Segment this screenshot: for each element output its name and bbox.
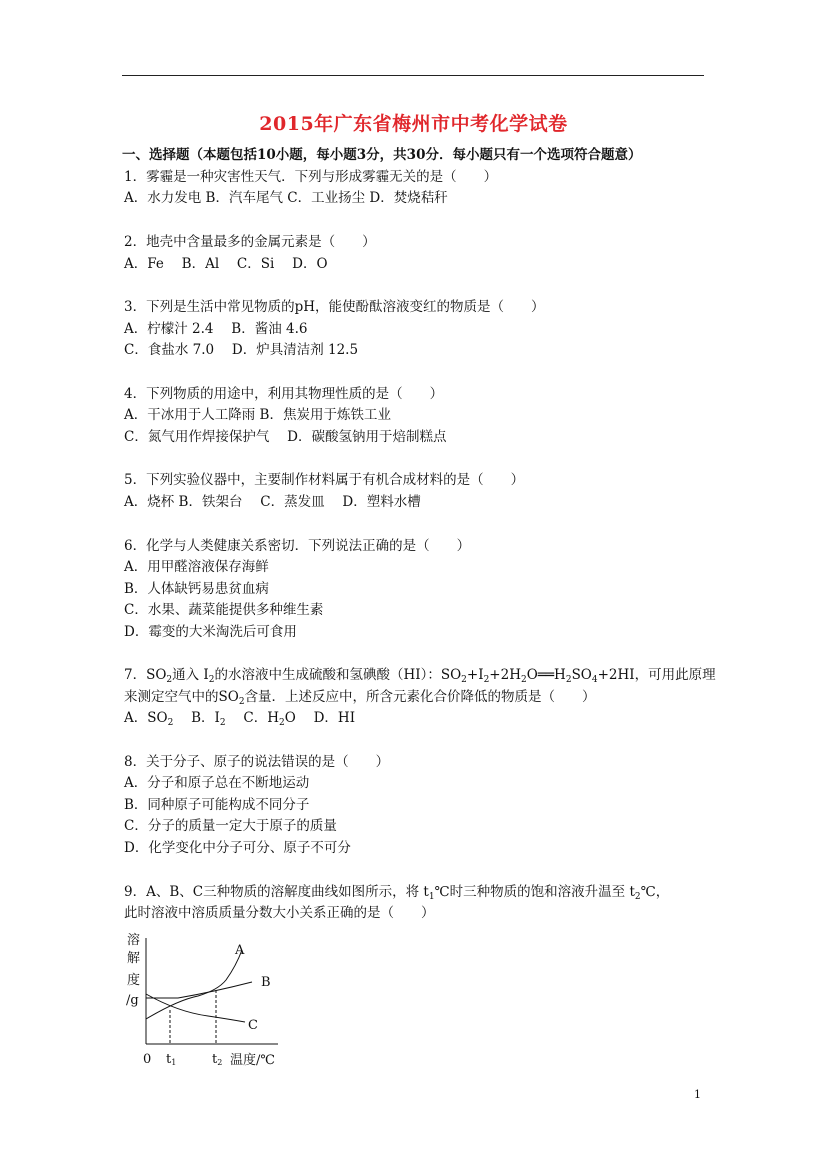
curve-label-b: B (261, 975, 271, 990)
y-axis-label-2: 解 (127, 951, 141, 966)
origin-label: 0 (143, 1052, 152, 1067)
question-3-options-cd: C．食盐水 7.0 D．炉具清洁剂 12.5 (124, 342, 359, 358)
question-6-option-a: A．用甲醛溶液保存海鲜 (124, 559, 269, 575)
question-4-options-cd: C．氮气用作焊接保护气 D．碳酸氢钠用于焙制糕点 (124, 429, 447, 445)
question-2-options: A．Fe B．Al C．Si D．O (124, 256, 328, 272)
curve-a (146, 950, 242, 1019)
question-3-options-ab: A．柠檬汁 2.4 B．酱油 4.6 (124, 321, 308, 337)
y-axis-label-3: 度 (127, 973, 141, 988)
x-axis-label: 温度/℃ (230, 1053, 275, 1068)
curve-label-a: A (235, 943, 245, 958)
question-7-stem: 7．$SO_2$通入 $I_2$的水溶液中生成硫酸和氢碘酸（HI）：$SO_2+I_2+2H_2O══H_2SO_4+2HI$，可用此原理 (124, 667, 716, 685)
question-2-stem: 2．地壳中含量最多的金属元素是（ ） (124, 234, 376, 250)
t2-label: t2 (212, 1052, 223, 1067)
question-6-option-c: C．水果、蔬菜能提供多种维生素 (124, 602, 324, 618)
question-8-option-c: C．分子的质量一定大于原子的质量 (124, 818, 337, 834)
question-9-stem: 9．A、B、C三种物质的溶解度曲线如图所示，将 $t_1℃$时三种物质的饱和溶液升温至 $t_2℃$， (124, 884, 670, 902)
question-4-stem: 4．下列物质的用途中，利用其物理性质的是（ ） (124, 386, 444, 402)
curve-label-c: C (248, 1018, 258, 1033)
page-number: 1 (694, 1088, 701, 1101)
question-6-option-b: B．人体缺钙易患贫血病 (124, 581, 269, 597)
header-rule (122, 75, 704, 76)
question-8-option-d: D．化学变化中分子可分、原子不可分 (124, 840, 351, 856)
section-heading: 一、选择题（本题包括10小题，每小题3分，共30分．每小题只有一个选项符合题意） (122, 147, 642, 163)
y-axis-label-4: /g (126, 993, 139, 1008)
question-4-options-ab: A．干冰用于人工降雨 B．焦炭用于炼铁工业 (124, 407, 391, 423)
question-6-stem: 6．化学与人类健康关系密切．下列说法正确的是（ ） (124, 538, 471, 554)
t1-label: t1 (166, 1052, 177, 1067)
question-8-option-a: A．分子和原子总在不断地运动 (124, 775, 310, 791)
question-5-options: A．烧杯 B．铁架台 C．蒸发皿 D．塑料水槽 (124, 494, 421, 510)
solubility-curve-graph (118, 928, 298, 1073)
question-8-stem: 8．关于分子、原子的说法错误的是（ ） (124, 754, 390, 770)
question-1-options: A．水力发电 B．汽车尾气 C．工业扬尘 D．焚烧秸秆 (124, 190, 448, 206)
question-9-stem-line2: 此时溶液中溶质质量分数大小关系正确的是（ ） (124, 905, 435, 921)
question-7-options: A．$SO_2$ B．$I_2$ C．$H_2O$ D．HI (124, 710, 356, 728)
question-5-stem: 5．下列实验仪器中，主要制作材料属于有机合成材料的是（ ） (124, 472, 525, 488)
y-axis-label-1: 溶 (127, 933, 141, 948)
question-1-stem: 1．雾霾是一种灾害性天气．下列与形成雾霾无关的是（ ） (124, 169, 498, 185)
question-3-stem: 3．下列是生活中常见物质的pH，能使酚酞溶液变红的物质是（ ） (124, 299, 545, 315)
question-6-option-d: D．霉变的大米淘洗后可食用 (124, 624, 297, 640)
question-8-option-b: B．同种原子可能构成不同分子 (124, 797, 310, 813)
page-title: 2015年广东省梅州市中考化学试卷 (259, 113, 568, 135)
question-7-stem-line2: 来测定空气中的$SO_2$含量．上述反应中，所含元素化合价降低的物质是（ ） (124, 689, 596, 707)
